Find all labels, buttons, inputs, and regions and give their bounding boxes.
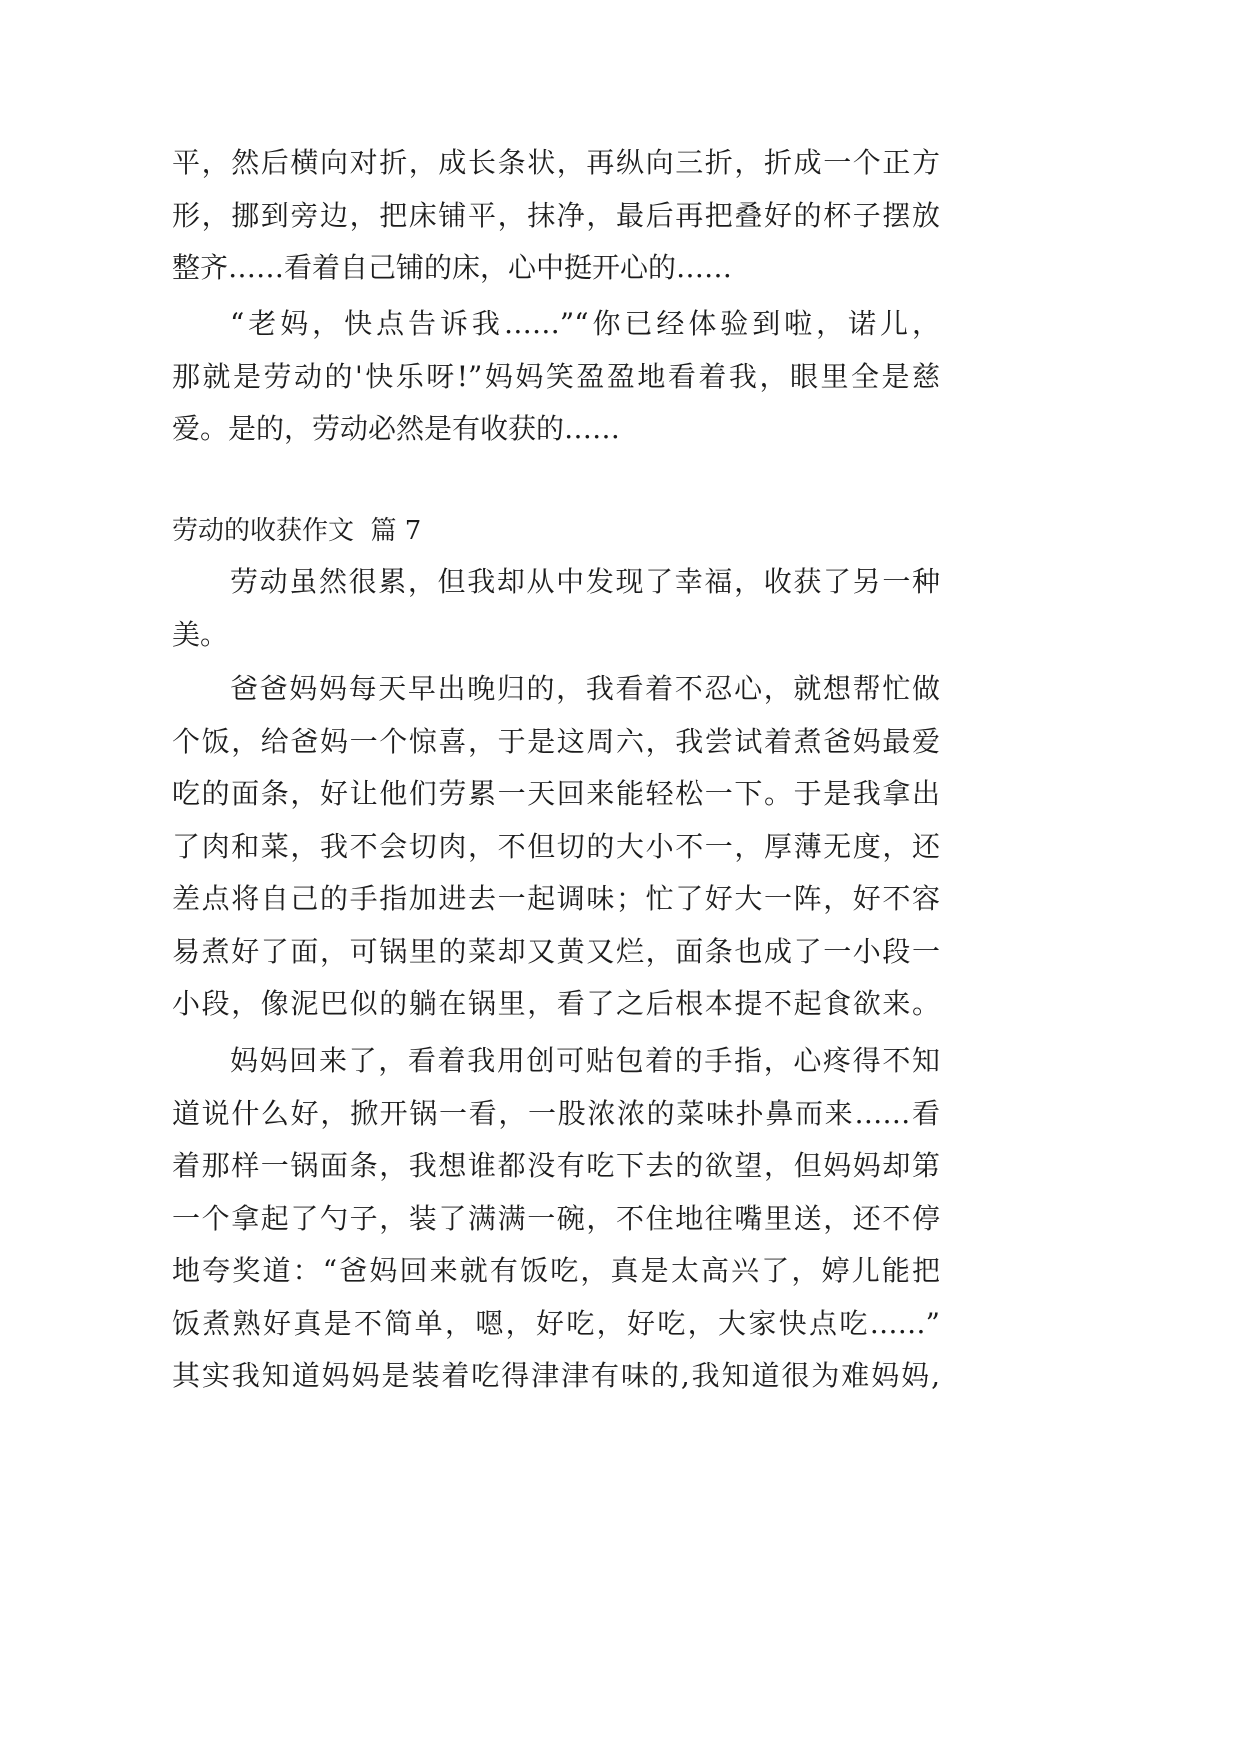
- text-line: 妈妈回来了，看着我用创可贴包着的手指，心疼得不知: [230, 1044, 940, 1077]
- paragraph: [172, 663, 940, 1031]
- text-line: 地夸奖道：“爸妈回来就有饭吃，真是太高兴了，婷儿能把: [172, 1254, 940, 1287]
- text-line: 易煮好了面，可锅里的菜却又黄又烂，面条也成了一小段一: [172, 934, 940, 968]
- text-line: 道说什么好，掀开锅一看，一股浓浓的菜味扑鼻而来……看: [172, 1096, 940, 1130]
- text-line: 其实我知道妈妈是装着吃得津津有味的,我知道很为难妈妈,: [172, 1359, 940, 1392]
- text-line: 整齐……看着自己铺的床，心中挺开心的……: [172, 251, 733, 284]
- paragraph: [172, 298, 940, 456]
- text-line: 个饭，给爸妈一个惊喜，于是这周六，我尝试着煮爸妈最爱: [172, 724, 940, 758]
- text-line: 美。: [172, 617, 229, 651]
- text-line: 劳动虽然很累，但我却从中发现了幸福，收获了另一种: [230, 565, 940, 598]
- text-line: 差点将自己的手指加进去一起调味；忙了好大一阵，好不容: [172, 882, 940, 915]
- paragraph: [172, 1035, 940, 1403]
- text-line: “老妈，快点告诉我……”“你已经体验到啦，诺儿，: [230, 307, 940, 340]
- text-line: 那就是劳动的'快乐呀!”妈妈笑盈盈地看着我，眼里全是慈: [172, 359, 940, 393]
- text-line: 饭煮熟好真是不简单，嗯，好吃，好吃，大家快点吃……”: [172, 1306, 940, 1340]
- text-line: 吃的面条，好让他们劳累一天回来能轻松一下。于是我拿出: [172, 777, 940, 810]
- text-line: 爸爸妈妈每天早出晚归的，我看着不忍心，就想帮忙做: [230, 672, 940, 705]
- text-line: 爱。是的，劳动必然是有收获的……: [172, 412, 621, 445]
- section-heading: 劳动的收获作文 篇 7: [172, 516, 422, 546]
- text-line: 一个拿起了勺子，装了满满一碗，不住地往嘴里送，还不停: [172, 1201, 940, 1235]
- text-line: 小段，像泥巴似的躺在锅里，看了之后根本提不起食欲来。: [172, 987, 940, 1020]
- text-line: 平，然后横向对折，成长条状，再纵向三折，折成一个正方: [172, 146, 940, 179]
- paragraph: [172, 137, 940, 295]
- text-line: 着那样一锅面条，我想谁都没有吃下去的欲望，但妈妈却第: [172, 1149, 940, 1182]
- text-line: 了肉和菜，我不会切肉，不但切的大小不一，厚薄无度，还: [172, 829, 940, 863]
- paragraph: [172, 556, 940, 661]
- text-line: 形，挪到旁边，把床铺平，抹净，最后再把叠好的杯子摆放: [172, 198, 940, 232]
